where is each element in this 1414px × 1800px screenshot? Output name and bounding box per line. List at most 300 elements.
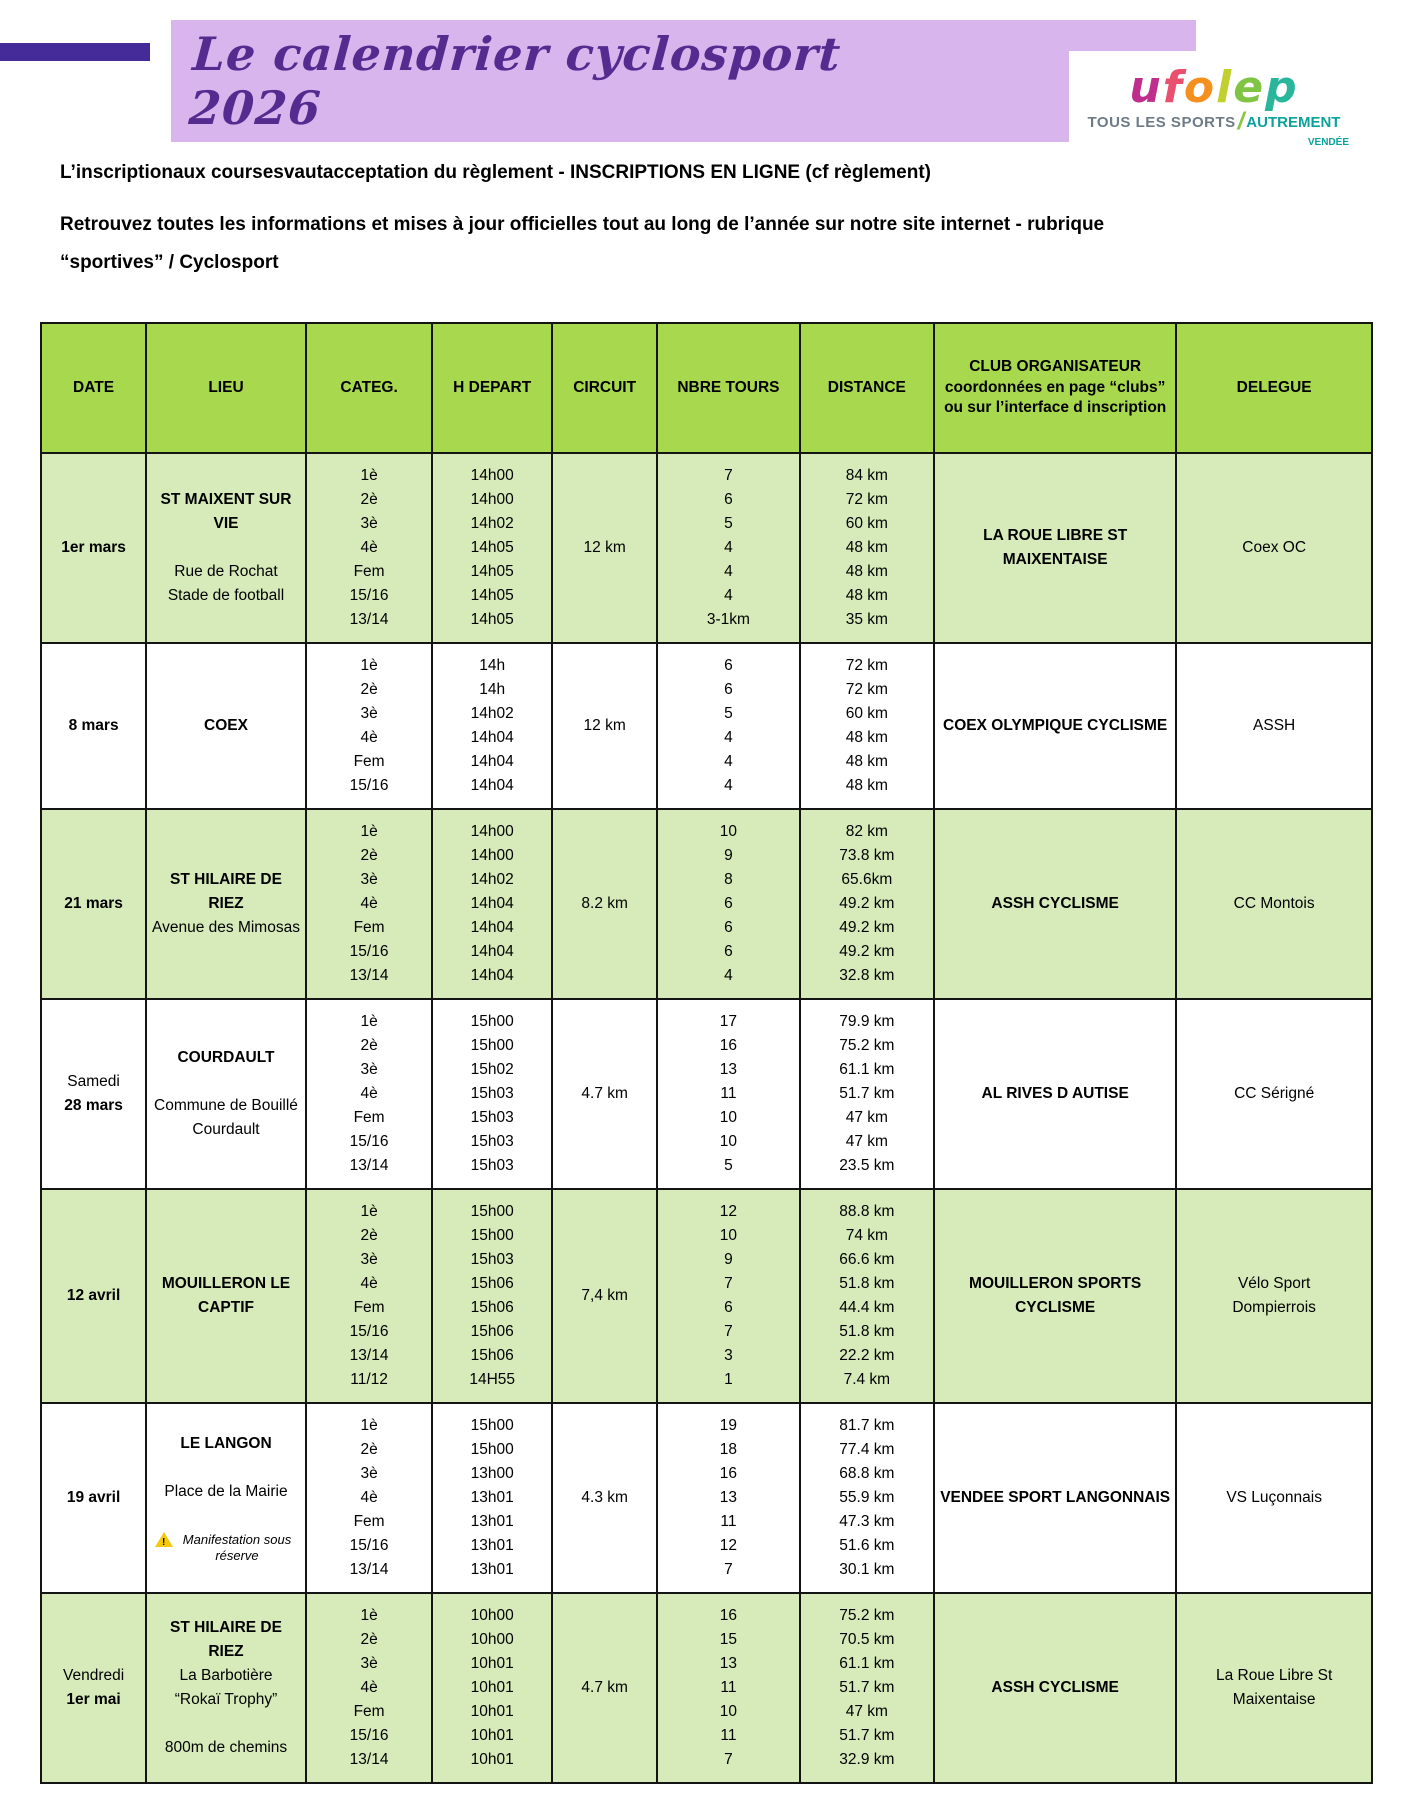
circuit-label: 4.3 km — [581, 1489, 628, 1506]
cell-depart — [432, 1593, 552, 1783]
date-prefix: Vendredi — [62, 1667, 125, 1684]
category-line: 3è — [360, 515, 378, 532]
tours-line: 11 — [720, 1085, 737, 1102]
cell-lieu — [146, 643, 306, 809]
depart-time: 14h05 — [470, 563, 514, 580]
distance-line: 23.5 km — [839, 1157, 895, 1174]
depart-time: 15h03 — [470, 1157, 514, 1174]
category-line: 1è — [360, 1417, 378, 1434]
distance-line: 47.3 km — [839, 1513, 895, 1530]
cell-circuit — [552, 1189, 657, 1403]
cell-tours — [657, 1593, 799, 1783]
cell-date — [41, 453, 146, 643]
cell-delegue — [1176, 1189, 1372, 1403]
distance-line: 60 km — [845, 515, 888, 532]
distance-line: 47 km — [845, 1133, 888, 1150]
table-row — [41, 453, 1372, 643]
tours-line: 11 — [720, 1727, 737, 1744]
circuit-label: 12 km — [583, 717, 626, 734]
depart-time: 13h01 — [470, 1513, 514, 1530]
tours-line: 6 — [724, 943, 733, 960]
tours-line: 12 — [719, 1537, 738, 1554]
cell-date — [41, 809, 146, 999]
club-label: VENDEE SPORT LANGONNAIS — [940, 1489, 1171, 1506]
logo-slash-icon: / — [1237, 108, 1245, 135]
cell-tours — [657, 453, 799, 643]
tours-line: 10 — [719, 823, 738, 840]
tours-line: 13 — [719, 1061, 738, 1078]
tours-line: 4 — [724, 587, 733, 604]
depart-time: 10h01 — [470, 1727, 514, 1744]
cell-club — [934, 1593, 1176, 1783]
cell-date — [41, 999, 146, 1189]
tours-line: 5 — [724, 1157, 733, 1174]
lieu-line: “Rokaï Trophy” — [174, 1691, 278, 1708]
category-line: Fem — [353, 1703, 385, 1720]
cell-club — [934, 999, 1176, 1189]
tours-line: 4 — [724, 753, 733, 770]
distance-line: 48 km — [845, 729, 888, 746]
lieu-line — [151, 1070, 301, 1094]
distance-line: 82 km — [845, 823, 888, 840]
table-row — [41, 1403, 1372, 1593]
cell-date — [41, 643, 146, 809]
circuit-label: 12 km — [583, 539, 626, 556]
tours-line: 4 — [724, 563, 733, 580]
depart-time: 14h05 — [470, 587, 514, 604]
category-line: 1è — [360, 657, 378, 674]
category-line: 4è — [360, 1275, 378, 1292]
tours-line: 15 — [719, 1631, 738, 1648]
cell-categ — [306, 643, 432, 809]
cell-lieu — [146, 999, 306, 1189]
tours-line: 7 — [724, 1561, 733, 1578]
tours-line: 16 — [719, 1465, 738, 1482]
depart-time: 15h00 — [470, 1013, 514, 1030]
depart-time: 15h00 — [470, 1227, 514, 1244]
depart-time: 14h04 — [470, 729, 514, 746]
delegue-label: VS Luçonnais — [1226, 1489, 1322, 1506]
distance-line: 88.8 km — [839, 1203, 895, 1220]
cell-date — [41, 1403, 146, 1593]
cell-lieu — [146, 1403, 306, 1593]
lieu-name: LE LANGON — [180, 1435, 272, 1452]
distance-line: 32.8 km — [839, 967, 895, 984]
category-line: Fem — [353, 919, 385, 936]
depart-time: 15h03 — [470, 1109, 514, 1126]
tours-line: 5 — [724, 515, 733, 532]
lieu-line: Place de la Mairie — [164, 1483, 288, 1500]
tours-line: 11 — [720, 1679, 737, 1696]
warning-icon — [155, 1532, 173, 1547]
tours-line: 6 — [724, 919, 733, 936]
depart-time: 14h00 — [470, 467, 514, 484]
warning-text: Manifestation sous réserve — [182, 1532, 292, 1563]
table-row — [41, 1593, 1372, 1783]
logo-tagline-sports: TOUS LES SPORTS — [1087, 113, 1236, 131]
delegue-label: La Roue Libre St Maixentaise — [1215, 1667, 1333, 1708]
column-header-distance: DISTANCE — [800, 323, 934, 453]
logo-brand — [1129, 62, 1299, 113]
tours-line: 4 — [724, 777, 733, 794]
cell-circuit — [552, 453, 657, 643]
distance-line: 7.4 km — [843, 1371, 891, 1388]
tours-line: 7 — [724, 1751, 733, 1768]
lieu-line — [151, 1712, 301, 1736]
lieu-name: ST MAIXENT SUR VIE — [160, 491, 292, 532]
depart-time: 10h00 — [470, 1631, 514, 1648]
column-header-h-depart: H DEPART — [432, 323, 552, 453]
title-banner — [171, 20, 1349, 148]
depart-time: 10h01 — [470, 1655, 514, 1672]
distance-line: 68.8 km — [839, 1465, 895, 1482]
depart-time: 10h01 — [470, 1751, 514, 1768]
tours-line: 10 — [719, 1109, 738, 1126]
tours-line: 7 — [724, 1323, 733, 1340]
lieu-line — [151, 1504, 301, 1528]
category-line: 2è — [360, 847, 378, 864]
depart-time: 14h04 — [470, 919, 514, 936]
distance-line: 72 km — [845, 657, 888, 674]
logo-tagline-autrement: AUTREMENT — [1246, 113, 1341, 131]
depart-time: 15h00 — [470, 1417, 514, 1434]
distance-line: 66.6 km — [839, 1251, 895, 1268]
depart-time: 15h00 — [470, 1203, 514, 1220]
delegue-label: Vélo Sport Dompierrois — [1232, 1275, 1316, 1316]
cell-distance — [800, 643, 934, 809]
distance-line: 51.8 km — [839, 1275, 895, 1292]
date-label: 12 avril — [66, 1287, 121, 1304]
tours-line: 8 — [724, 871, 733, 888]
distance-line: 32.9 km — [839, 1751, 895, 1768]
depart-time: 14h04 — [470, 967, 514, 984]
tours-line: 7 — [724, 1275, 733, 1292]
tours-line: 3 — [724, 1347, 733, 1364]
category-line: 15/16 — [349, 1537, 389, 1554]
depart-time: 14h — [479, 657, 506, 674]
tours-line: 13 — [719, 1489, 738, 1506]
cell-categ — [306, 1593, 432, 1783]
distance-line: 55.9 km — [839, 1489, 895, 1506]
depart-time: 14h04 — [470, 777, 514, 794]
table-body — [41, 453, 1372, 1783]
distance-line: 81.7 km — [839, 1417, 895, 1434]
distance-line: 60 km — [845, 705, 888, 722]
cell-distance — [800, 453, 934, 643]
lieu-line: Avenue des Mimosas — [152, 919, 300, 936]
depart-time: 13h01 — [470, 1489, 514, 1506]
cell-distance — [800, 1593, 934, 1783]
depart-time: 15h06 — [470, 1275, 514, 1292]
cell-circuit — [552, 1403, 657, 1593]
club-label: ASSH CYCLISME — [991, 895, 1119, 912]
cell-circuit — [552, 999, 657, 1189]
cell-depart — [432, 809, 552, 999]
depart-time: 15h03 — [470, 1085, 514, 1102]
cell-tours — [657, 1189, 799, 1403]
lieu-line: Rue de Rochat — [174, 563, 278, 580]
distance-line: 47 km — [845, 1109, 888, 1126]
column-header-categ: CATEG. — [306, 323, 432, 453]
club-label: AL RIVES D AUTISE — [981, 1085, 1129, 1102]
category-line: 13/14 — [349, 611, 389, 628]
category-line: 1è — [360, 823, 378, 840]
cell-date — [41, 1593, 146, 1783]
delegue-label: ASSH — [1253, 717, 1296, 734]
distance-line: 51.7 km — [839, 1085, 895, 1102]
distance-line: 61.1 km — [839, 1061, 895, 1078]
date-label: 8 mars — [68, 717, 119, 734]
cell-lieu — [146, 453, 306, 643]
category-line: 3è — [360, 705, 378, 722]
category-line: 13/14 — [349, 1561, 389, 1578]
category-line: 4è — [360, 1679, 378, 1696]
depart-time: 14h05 — [470, 539, 514, 556]
cell-categ — [306, 809, 432, 999]
lieu-line: Stade de football — [167, 587, 285, 604]
depart-time: 14h00 — [470, 823, 514, 840]
depart-time: 10h01 — [470, 1679, 514, 1696]
date-prefix: Samedi — [67, 1073, 120, 1090]
cell-lieu — [146, 809, 306, 999]
column-header-lieu: LIEU — [146, 323, 306, 453]
category-line: 11/12 — [350, 1371, 388, 1388]
distance-line: 73.8 km — [839, 847, 895, 864]
depart-time: 14h02 — [470, 515, 514, 532]
category-line: 15/16 — [349, 777, 389, 794]
tours-line: 12 — [719, 1203, 738, 1220]
tours-line: 10 — [719, 1227, 738, 1244]
category-line: 2è — [360, 1441, 378, 1458]
lieu-name: MOUILLERON LE CAPTIF — [161, 1275, 291, 1316]
cell-depart — [432, 643, 552, 809]
category-line: 3è — [360, 1465, 378, 1482]
category-line: 15/16 — [349, 943, 389, 960]
tours-line: 19 — [719, 1417, 738, 1434]
cell-distance — [800, 999, 934, 1189]
brand-letter: e — [1233, 62, 1266, 113]
cell-depart — [432, 1403, 552, 1593]
tours-line: 17 — [719, 1013, 738, 1030]
depart-time: 14h02 — [470, 871, 514, 888]
distance-line: 48 km — [845, 563, 888, 580]
distance-line: 74 km — [845, 1227, 888, 1244]
cell-delegue — [1176, 809, 1372, 999]
distance-line: 22.2 km — [839, 1347, 895, 1364]
circuit-label: 4.7 km — [581, 1085, 628, 1102]
delegue-label: Coex OC — [1242, 539, 1307, 556]
cell-circuit — [552, 809, 657, 999]
category-line: 4è — [360, 1085, 378, 1102]
cell-categ — [306, 999, 432, 1189]
cell-club — [934, 643, 1176, 809]
table-row — [41, 1189, 1372, 1403]
distance-line: 49.2 km — [839, 943, 895, 960]
category-line: Fem — [353, 1299, 385, 1316]
table-row — [41, 809, 1372, 999]
depart-time: 15h06 — [470, 1299, 514, 1316]
tours-line: 3-1km — [706, 611, 750, 628]
category-line: 3è — [360, 871, 378, 888]
lieu-line: 800m de chemins — [164, 1739, 288, 1756]
cell-delegue — [1176, 999, 1372, 1189]
delegue-label: CC Sérigné — [1234, 1085, 1315, 1102]
depart-time: 14h05 — [470, 611, 514, 628]
column-header-club: CLUB ORGANISATEUR coordonnées en page “clubs” ou sur l’interface d inscription — [934, 323, 1176, 453]
header-row — [41, 323, 1372, 453]
category-line: Fem — [353, 753, 385, 770]
depart-time: 13h01 — [470, 1561, 514, 1578]
lieu-name: COEX — [204, 717, 248, 734]
cell-club — [934, 1189, 1176, 1403]
distance-line: 79.9 km — [839, 1013, 895, 1030]
cell-delegue — [1176, 1593, 1372, 1783]
category-line: 1è — [360, 1013, 378, 1030]
depart-time: 15h03 — [470, 1133, 514, 1150]
category-line: 2è — [360, 681, 378, 698]
cell-categ — [306, 1403, 432, 1593]
depart-time: 13h01 — [470, 1537, 514, 1554]
cell-tours — [657, 1403, 799, 1593]
club-label: ASSH CYCLISME — [991, 1679, 1119, 1696]
tours-line: 6 — [724, 657, 733, 674]
intro-line-2: Retrouvez toutes les informations et mises à jour officielles tout au long de l’année sur notre site internet - rubrique “sportives” / Cyclosport — [60, 214, 1105, 273]
distance-line: 49.2 km — [839, 919, 895, 936]
cell-tours — [657, 999, 799, 1189]
category-line: 2è — [360, 1037, 378, 1054]
distance-line: 70.5 km — [839, 1631, 895, 1648]
column-header-delegue: DELEGUE — [1176, 323, 1372, 453]
cell-club — [934, 1403, 1176, 1593]
category-line: 4è — [360, 729, 378, 746]
cell-depart — [432, 999, 552, 1189]
depart-time: 14h04 — [470, 943, 514, 960]
category-line: 4è — [360, 1489, 378, 1506]
category-line: 2è — [360, 1631, 378, 1648]
cell-circuit — [552, 1593, 657, 1783]
ufolep-logo — [1069, 51, 1359, 151]
cell-circuit — [552, 643, 657, 809]
category-line: 4è — [360, 895, 378, 912]
depart-time: 10h01 — [470, 1703, 514, 1720]
depart-time: 15h00 — [470, 1037, 514, 1054]
depart-time: 14h04 — [470, 753, 514, 770]
date-label: 28 mars — [64, 1097, 123, 1114]
distance-line: 84 km — [845, 467, 888, 484]
distance-line: 48 km — [845, 587, 888, 604]
tours-line: 4 — [724, 729, 733, 746]
cell-categ — [306, 453, 432, 643]
category-line: 3è — [360, 1251, 378, 1268]
depart-time: 15h06 — [470, 1347, 514, 1364]
cell-depart — [432, 453, 552, 643]
lieu-name: ST HILAIRE DE RIEZ — [170, 871, 282, 912]
tours-line: 9 — [724, 1251, 733, 1268]
lieu-name: ST HILAIRE DE RIEZ — [170, 1619, 282, 1660]
purple-accent-bar — [0, 43, 150, 61]
brand-letter: o — [1183, 62, 1217, 113]
category-line: 2è — [360, 1227, 378, 1244]
warning-note — [151, 1532, 301, 1564]
category-line: 15/16 — [349, 587, 389, 604]
category-line: 1è — [360, 1203, 378, 1220]
distance-line: 75.2 km — [839, 1037, 895, 1054]
distance-line: 30.1 km — [839, 1561, 895, 1578]
cell-club — [934, 453, 1176, 643]
distance-line: 72 km — [845, 681, 888, 698]
distance-line: 51.6 km — [839, 1537, 895, 1554]
lieu-line: Commune de Bouillé Courdault — [154, 1097, 298, 1138]
table-row — [41, 999, 1372, 1189]
cell-categ — [306, 1189, 432, 1403]
category-line: 15/16 — [349, 1727, 389, 1744]
category-line: Fem — [353, 563, 385, 580]
date-label: 21 mars — [64, 895, 123, 912]
tours-line: 6 — [724, 491, 733, 508]
depart-time: 14h00 — [470, 491, 514, 508]
brand-letter: f — [1162, 62, 1184, 113]
distance-line: 48 km — [845, 777, 888, 794]
date-label: 19 avril — [66, 1489, 121, 1506]
cell-distance — [800, 809, 934, 999]
column-header-date: DATE — [41, 323, 146, 453]
brand-letter: p — [1265, 62, 1299, 113]
cell-delegue — [1176, 643, 1372, 809]
tours-line: 4 — [724, 539, 733, 556]
category-line: 1è — [360, 467, 378, 484]
circuit-label: 7,4 km — [581, 1287, 628, 1304]
depart-time: 14h04 — [470, 895, 514, 912]
tours-line: 4 — [724, 967, 733, 984]
tours-line: 10 — [719, 1133, 738, 1150]
brand-letter: l — [1216, 62, 1234, 113]
distance-line: 51.7 km — [839, 1679, 895, 1696]
distance-line: 35 km — [845, 611, 888, 628]
circuit-label: 8.2 km — [581, 895, 628, 912]
depart-time: 13h00 — [470, 1465, 514, 1482]
depart-time: 15h02 — [470, 1061, 514, 1078]
distance-line: 49.2 km — [839, 895, 895, 912]
distance-line: 44.4 km — [839, 1299, 895, 1316]
page-title: Le calendrier cyclosport 2026 — [187, 27, 843, 135]
cell-distance — [800, 1403, 934, 1593]
cell-depart — [432, 1189, 552, 1403]
category-line: Fem — [353, 1109, 385, 1126]
brand-letter: u — [1129, 62, 1163, 113]
depart-time: 14h00 — [470, 847, 514, 864]
category-line: 13/14 — [349, 1157, 389, 1174]
distance-line: 61.1 km — [839, 1655, 895, 1672]
cell-distance — [800, 1189, 934, 1403]
depart-time: 14h — [479, 681, 506, 698]
circuit-label: 4.7 km — [581, 1679, 628, 1696]
category-line: 4è — [360, 539, 378, 556]
delegue-label: CC Montois — [1233, 895, 1315, 912]
lieu-name: COURDAULT — [177, 1049, 275, 1066]
cell-date — [41, 1189, 146, 1403]
category-line: 1è — [360, 1607, 378, 1624]
cell-tours — [657, 643, 799, 809]
column-header-circuit: CIRCUIT — [552, 323, 657, 453]
lieu-line — [151, 536, 301, 560]
date-label: 1er mars — [61, 539, 126, 556]
depart-time: 14h02 — [470, 705, 514, 722]
club-label: MOUILLERON SPORTS CYCLISME — [969, 1275, 1142, 1316]
cell-delegue — [1176, 453, 1372, 643]
cell-delegue — [1176, 1403, 1372, 1593]
cell-tours — [657, 809, 799, 999]
category-line: 3è — [360, 1655, 378, 1672]
